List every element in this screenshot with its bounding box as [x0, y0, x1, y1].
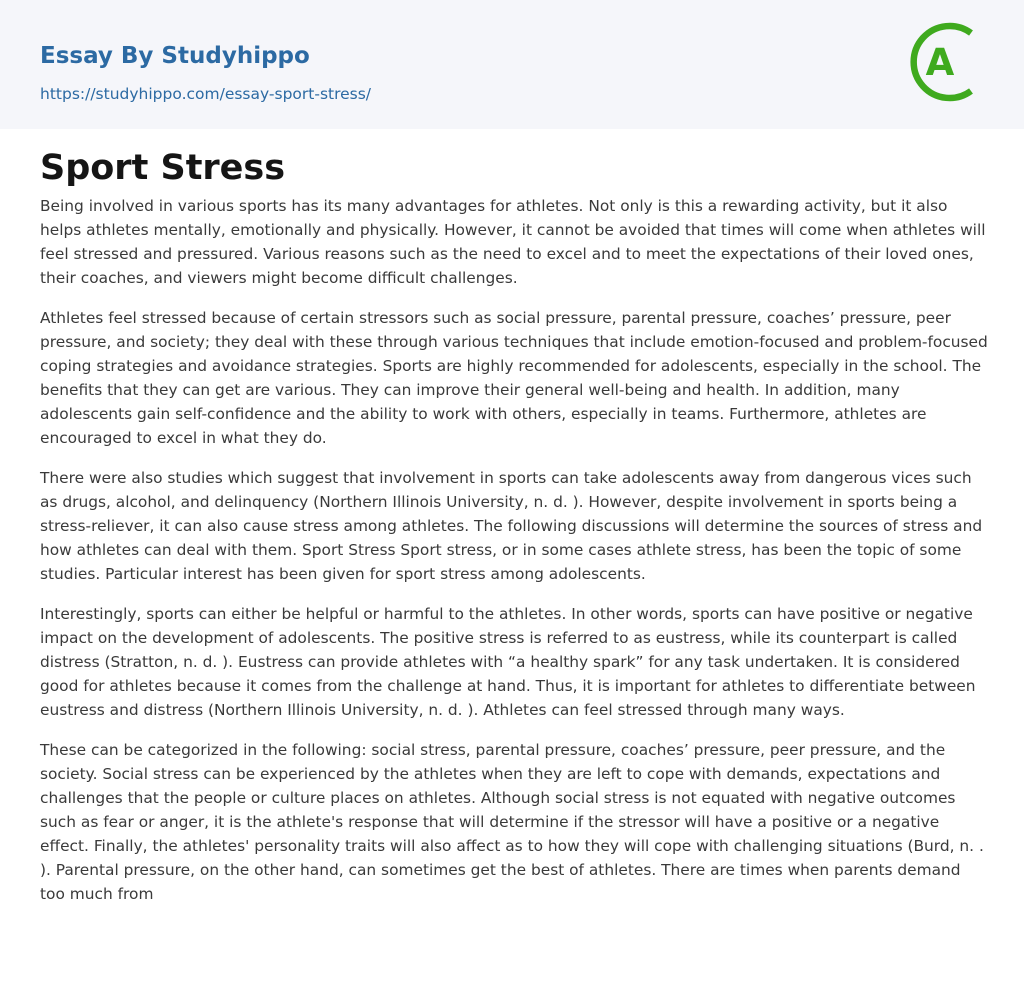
essay-url-link[interactable]: https://studyhippo.com/essay-sport-stress/	[40, 85, 372, 103]
essay-paragraph: There were also studies which suggest that involvement in sports can take adolescents away from dangerous vices such as drugs, alcohol, and delinquency (Northern Illinois University, n. d. ). However, despite involvement in sports being a stress-reliever, it can also cause stress among athletes. The following discussions will determine the sources of stress and how athletes can deal with them. Sport Stress Sport stress, or in some cases athlete stress, has been the topic of some studies. Particular interest has been given for sport stress among adolescents.	[40, 469, 983, 583]
circle-a-logo-icon[interactable]	[910, 18, 988, 106]
essay-paragraph: These can be categorized in the following: social stress, parental pressure, coaches’ pressure, peer pressure, and the society. Social stress can be experienced by the athletes when they are left to cope with demands, expectations and challenges that the people or culture places on athletes. Although social stress is not equated with negative outcomes such as fear or anger, it is the athlete's response that will determine if the stressor will have a positive or a negative effect. Finally, the athletes' personality traits will also affect as to how they will cope with challenging situations (Burd, n. . ). Parental pressure, on the other hand, can sometimes get the best of athletes. There are times when parents demand too much from	[40, 741, 984, 903]
essay-title: Sport Stress	[40, 148, 286, 188]
logo-letter: A	[925, 41, 955, 84]
essay-paragraph: Interestingly, sports can either be helpful or harmful to the athletes. In other words, sports can have positive or negative impact on the development of adolescents. The positive stress is referred to as eustress, while its counterpart is called distress (Stratton, n. d. ). Eustress can provide athletes with “a healthy spark” for any task undertaken. It is considered good for athletes because it comes from the challenge at hand. Thus, it is important for athletes to differentiate between eustress and distress (Northern Illinois University, n. d. ). Athletes can feel stressed through many ways.	[40, 605, 976, 719]
essay-paragraph: Being involved in various sports has its many advantages for athletes. Not only is this a rewarding activity, but it also helps athletes mentally, emotionally and physically. However, it cannot be avoided that times will come when athletes will feel stressed and pressured. Various reasons such as the need to excel and to meet the expectations of their loved ones, their coaches, and viewers might become difficult challenges.	[40, 197, 986, 287]
essay-paragraph: Athletes feel stressed because of certain stressors such as social pressure, parental pressure, coaches’ pressure, peer pressure, and society; they deal with these through various techniques that include emotion-focused and problem-focused coping strategies and avoidance strategies. Sports are highly recommended for adolescents, especially in the school. The benefits that they can get are various. They can improve their general well-being and health. In addition, many adolescents gain self-confidence and the ability to work with others, especially in teams. Furthermore, athletes are encouraged to excel in what they do.	[40, 309, 988, 447]
brand-title[interactable]: Essay By Studyhippo	[40, 43, 310, 69]
essay-body	[40, 194, 988, 922]
